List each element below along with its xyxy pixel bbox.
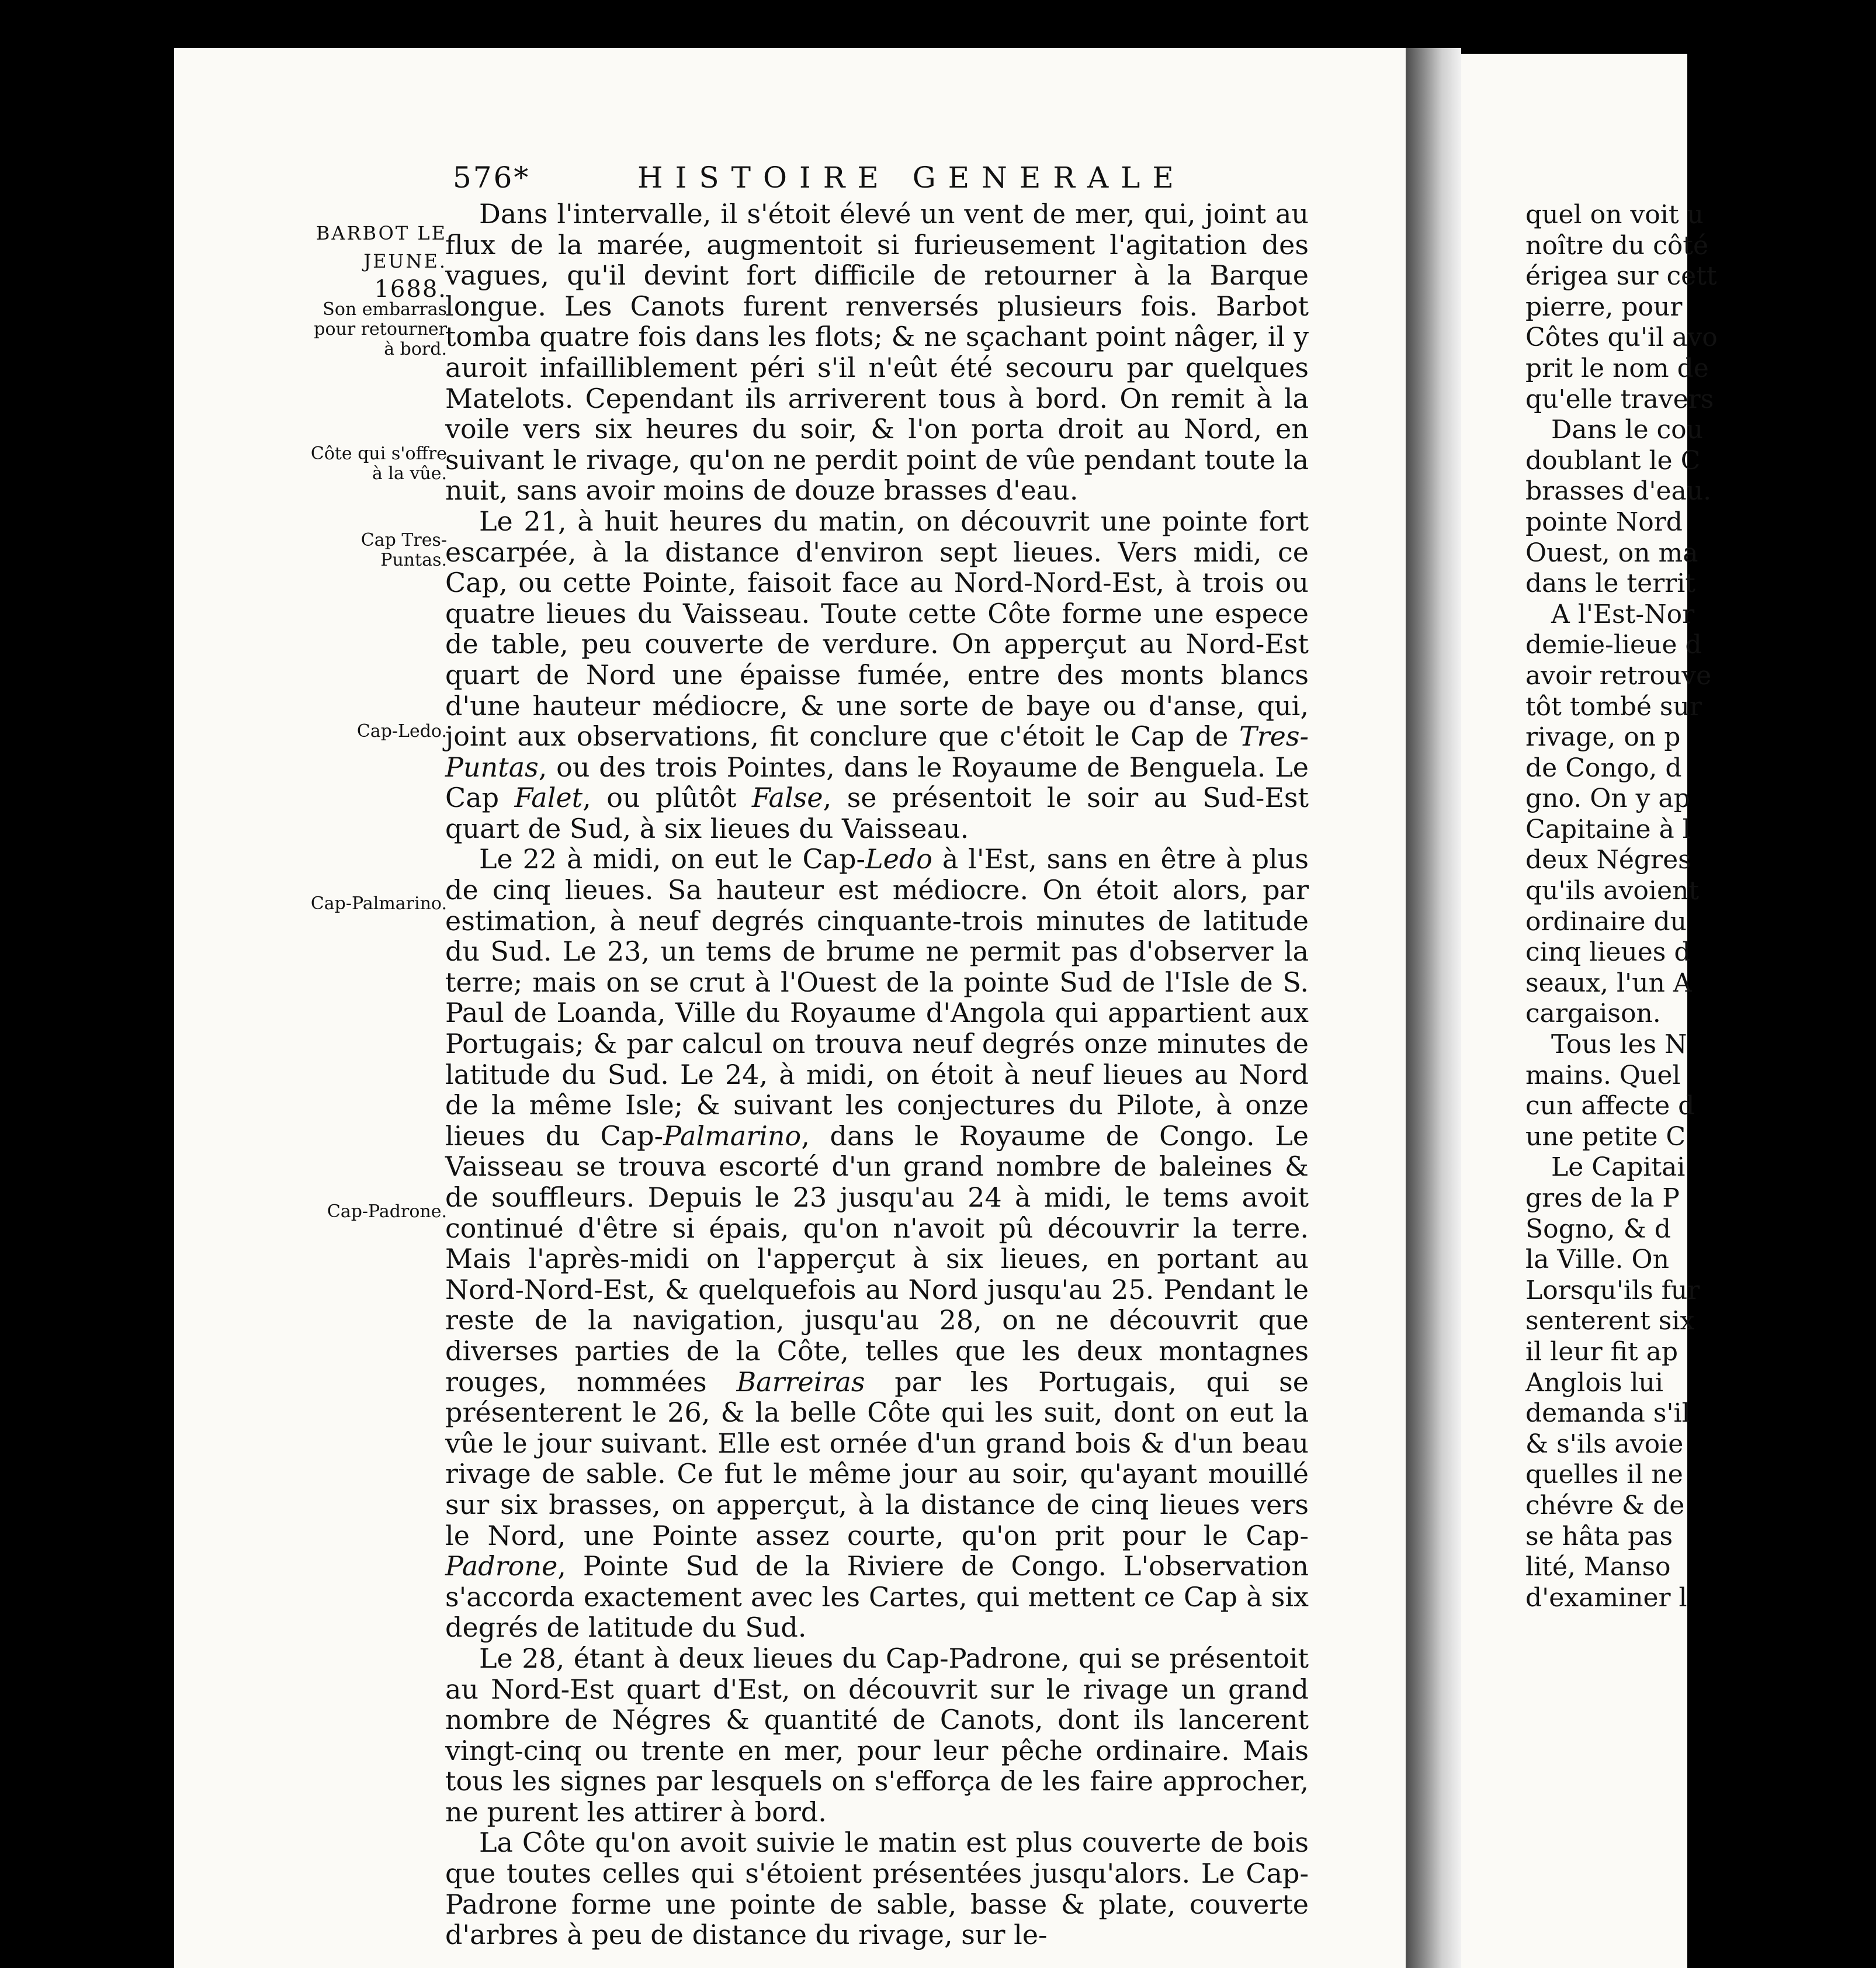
margin-note: Son embarras pour retourner à bord.: [314, 299, 447, 359]
right-page-line: Tous les N: [1551, 1030, 1687, 1060]
right-page-line: Sogno, & d: [1525, 1214, 1671, 1244]
right-page-line: Ouest, on ma: [1525, 538, 1698, 568]
margin-note: Côte qui s'offre à la vûe.: [310, 444, 447, 484]
right-page-line: deux Négres: [1525, 845, 1691, 875]
main-text: [445, 199, 1309, 1950]
right-page-line: mains. Quel: [1525, 1060, 1681, 1090]
right-page-line: se hâta pas: [1525, 1521, 1673, 1551]
right-page-line: ordinaire du: [1525, 906, 1687, 937]
right-page-line: la Ville. On: [1525, 1245, 1669, 1275]
right-page-line: qu'ils avoient: [1525, 876, 1700, 906]
margin-note: Cap Tres-Puntas.: [360, 530, 447, 570]
right-page-line: dans le territ: [1525, 569, 1695, 599]
right-page-line: pierre, pour: [1525, 292, 1683, 322]
right-page-line: Le Capitai: [1551, 1152, 1686, 1183]
right-page-line: quelles il ne: [1525, 1460, 1683, 1490]
right-page-line: tôt tombé sur: [1525, 691, 1702, 722]
paragraph: Le 28, étant à deux lieues du Cap-Padrone, qui se présentoit au Nord-Est quart d'Est, on découvrit sur le rivage un grand nombre de Négres & quantité de Canots, dont ils lancerent vingt-cinq ou trente en mer, pour leur pêche ordinaire. Mais tous les signes par lesquels on s'efforça de les faire approcher, ne purent les attirer à bord.: [445, 1642, 1309, 1828]
paragraph: La Côte qu'on avoit suivie le matin est plus couverte de bois que toutes celles qui s'étoient présentées jusqu'alors. Le Cap-Padrone forme une pointe de sable, basse & plate, couverte d'arbres à peu de distance du rivage, sur le-: [445, 1827, 1309, 1951]
right-page-line: quel on voit u: [1525, 200, 1704, 230]
right-page-line: lité, Manso: [1525, 1552, 1671, 1582]
right-page-line: doublant le C: [1525, 445, 1701, 476]
right-page-line: d'examiner l: [1525, 1582, 1687, 1613]
right-page-line: Anglois lui: [1525, 1367, 1663, 1398]
margin-year: 1688.: [374, 276, 447, 303]
right-page-line: de Congo, d: [1525, 753, 1682, 783]
right-page-line: Capitaine à l: [1525, 814, 1691, 844]
page-number: 576*: [453, 161, 530, 195]
margin-note: Cap-Ledo.: [356, 721, 447, 742]
right-page-line: demie-lieue d: [1525, 630, 1702, 660]
margin-author: BARBOT LE JEUNE.: [315, 222, 447, 272]
paragraph: Le 21, à huit heures du matin, on découvrit une pointe fort escarpée, à la distance d'environ sept lieues. Vers midi, ce Cap, ou cette Pointe, faisoit face au Nord-Nord-Est, à trois ou quatre lieues du Vaisseau. Toute cette Côte forme une espece de table, peu couverte de verdure. On apperçut au Nord-Est quart de Nord une épaisse fumée, entre des monts blancs d'une hauteur médiocre, & une sorte de baye ou d'anse, qui, joint aux observations, fit conclure que c'étoit le Cap de Tres-Puntas, ou des trois Pointes, dans le Royaume de Benguela. Le Cap Falet, ou plûtôt False, se présentoit le soir au Sud-Est quart de Sud, à six lieues du Vaisseau.: [445, 505, 1309, 844]
right-page-line: rivage, on p: [1525, 722, 1681, 753]
margin-note: Cap-Padrone.: [327, 1201, 447, 1222]
right-page-line: A l'Est-Nor: [1551, 599, 1695, 629]
right-page-line: Côtes qu'il avo: [1525, 323, 1718, 353]
book-gutter: [1406, 48, 1461, 1968]
right-page-line: Lorsqu'ils fur: [1525, 1275, 1700, 1305]
right-page-line: érigea sur cett: [1525, 261, 1717, 292]
running-title: HISTOIRE GENERALE: [637, 161, 1186, 195]
right-page-line: gno. On y ap: [1525, 784, 1690, 814]
right-page-line: & s'ils avoie: [1525, 1429, 1684, 1459]
margin-note: Cap-Palmarino.: [310, 893, 447, 914]
right-page-line: une petite C: [1525, 1121, 1686, 1152]
right-page-line: il leur fit ap: [1525, 1336, 1679, 1367]
right-page-line: brasses d'eau.: [1525, 476, 1712, 507]
right-page-line: seaux, l'un A: [1525, 968, 1692, 998]
right-page-line: noître du côté: [1525, 230, 1708, 261]
right-page-line: senterent six: [1525, 1306, 1695, 1336]
paragraph: Le 22 à midi, on eut le Cap-Ledo à l'Est, sans en être à plus de cinq lieues. Sa hauteur est médiocre. On étoit alors, par estimation, à neuf degrés cinquante-trois minutes de latitude du Sud. Le 23, un tems de brume ne permit pas d'observer la terre; mais on se crut à l'Ouest de la pointe Sud de l'Isle de S. Paul de Loanda, Ville du Royaume d'Angola qui appartient aux Portugais; & par calcul on trouva neuf degrés onze minutes de latitude du Sud. Le 24, à midi, on étoit à neuf lieues au Nord de la même Isle; & suivant les conjectures du Pilote, à onze lieues du Cap-Palmarino, dans le Royaume de Congo. Le Vaisseau se trouva escorté d'un grand nombre de baleines & de souffleurs. Depuis le 23 jusqu'au 24 à midi, le tems avoit continué d'être si épais, qu'on n'avoit pû découvrir la terre. Mais l'après-midi on l'apperçut à six lieues, en portant au Nord-Nord-Est, & quelquefois au Nord jusqu'au 25. Pendant le reste de la navigation, jusqu'au 28, on ne découvrit que diverses parties de la Côte, telles que les deux montagnes rouges, nommées Barreiras par les Portugais, qui se présenterent le 26, & la belle Côte qui les suit, dont on eut la vûe le jour suivant. Elle est ornée d'un grand bois & d'un beau rivage de sable. Ce fut le même jour au soir, qu'ayant mouillé sur six brasses, on apperçut, à la distance de cinq lieues vers le Nord, une Pointe assez courte, qu'on prit pour le Cap-Padrone, Pointe Sud de la Riviere de Congo. L'observation s'accorda exactement avec les Cartes, qui mettent ce Cap à six degrés de latitude du Sud.: [445, 843, 1309, 1644]
right-page-line: qu'elle travers: [1525, 384, 1714, 414]
right-page-line: gres de la P: [1525, 1183, 1680, 1213]
right-page-line: demanda s'il: [1525, 1398, 1690, 1429]
paragraph: Dans l'intervalle, il s'étoit élevé un vent de mer, qui, joint au flux de la marée, augmentoit si furieusement l'agitation des vagues, qu'il devint fort difficile de retourner à la Barque longue. Les Canots furent renversés plusieurs fois. Barbot tomba quatre fois dans les flots; & ne sçachant point nâger, il y auroit infailliblement péri s'il n'eût été secouru par quelques Matelots. Cependant ils arriverent tous à bord. On remit à la voile vers six heures du soir, & l'on porta droit au Nord, en suivant le rivage, qu'on ne perdit point de vûe pendant toute la nuit, sans avoir moins de douze brasses d'eau.: [445, 198, 1309, 507]
right-page-line: pointe Nord: [1525, 507, 1683, 537]
right-page-line: cun affecte d: [1525, 1091, 1695, 1121]
right-page-line: prit le nom de: [1525, 353, 1709, 383]
right-page-line: cargaison.: [1525, 999, 1661, 1029]
right-page-line: Dans le cou: [1551, 415, 1703, 445]
right-page-line: chévre & de: [1525, 1490, 1685, 1520]
right-page-text: [1525, 200, 1876, 1613]
right-page: [1461, 54, 1718, 1968]
right-page-line: avoir retrouve: [1525, 660, 1712, 691]
right-page-line: cinq lieues d: [1525, 937, 1691, 968]
